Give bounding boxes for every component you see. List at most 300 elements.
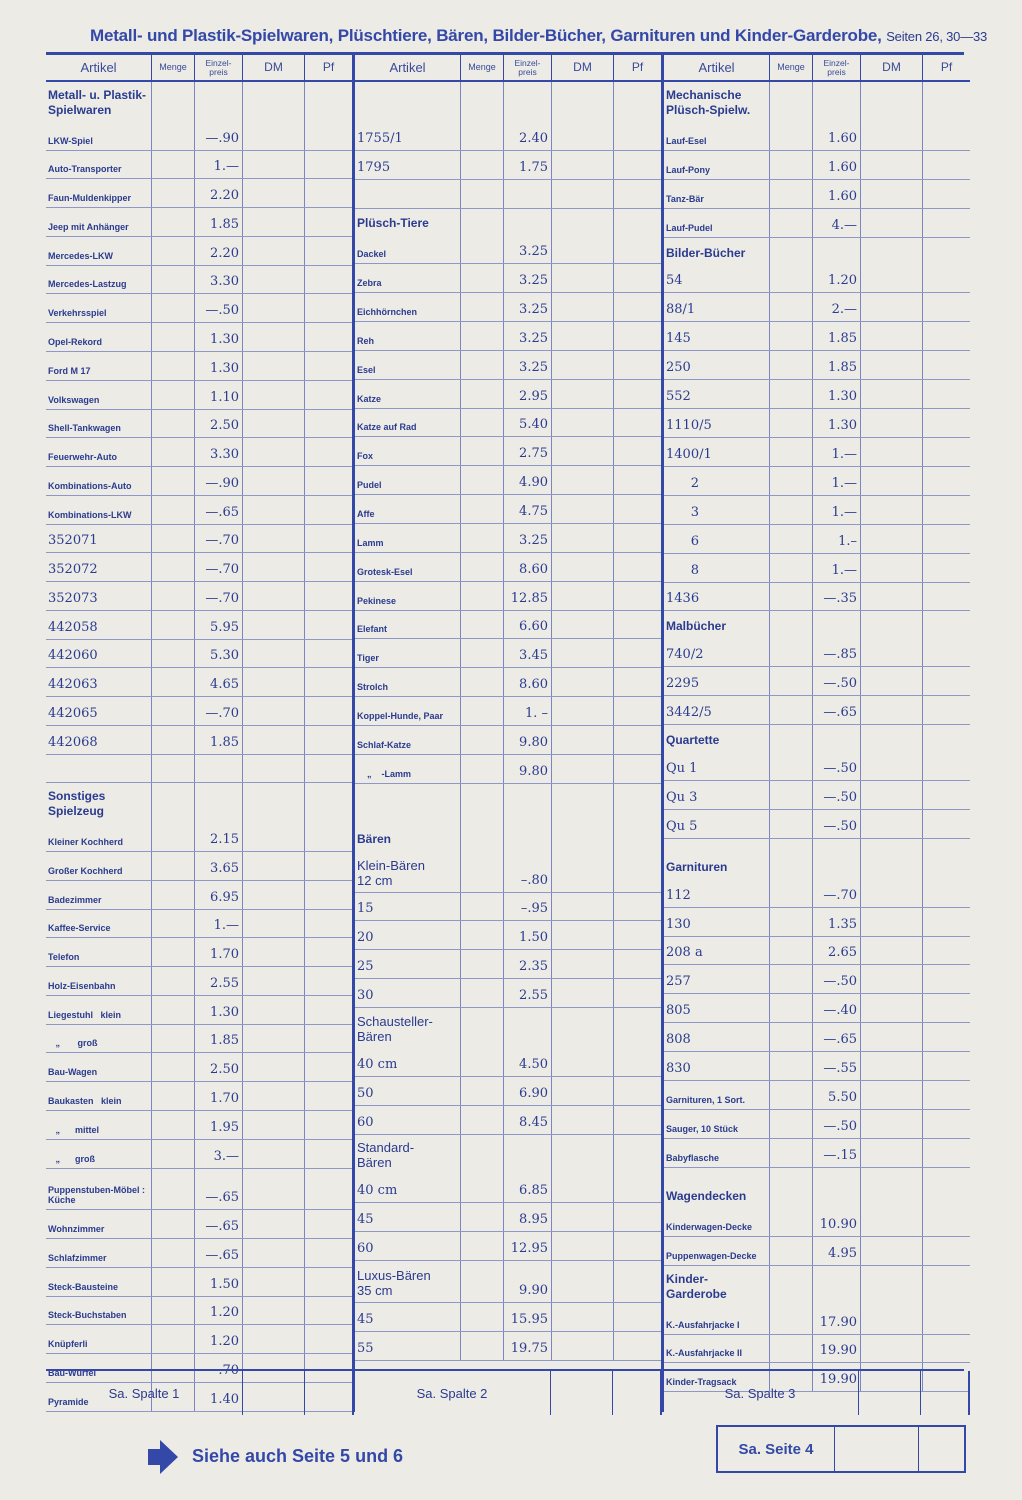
pf-field[interactable] (613, 466, 661, 494)
pf-field[interactable] (304, 237, 352, 265)
quantity-field[interactable] (151, 1053, 194, 1081)
dm-field[interactable] (551, 293, 613, 321)
pf-field[interactable] (304, 1111, 352, 1139)
dm-field[interactable] (551, 1135, 613, 1175)
quantity-field[interactable] (460, 524, 503, 552)
dm-field[interactable] (551, 1261, 613, 1302)
quantity-field[interactable] (460, 495, 503, 523)
dm-field[interactable] (860, 725, 922, 752)
pf-field[interactable] (304, 783, 352, 823)
pf-field[interactable] (304, 938, 352, 966)
quantity-field[interactable] (460, 235, 503, 263)
dm-field[interactable] (242, 881, 304, 909)
dm-field[interactable] (242, 726, 304, 754)
dm-field[interactable] (242, 1025, 304, 1053)
pf-field[interactable] (613, 409, 661, 437)
dm-field[interactable] (242, 668, 304, 696)
pf-field[interactable] (304, 496, 352, 524)
quantity-field[interactable] (151, 151, 194, 179)
pf-field[interactable] (304, 122, 352, 150)
quantity-field[interactable] (769, 879, 812, 907)
quantity-field[interactable] (460, 921, 503, 949)
pf-field[interactable] (922, 496, 970, 524)
pf-field[interactable] (922, 1237, 970, 1265)
dm-field[interactable] (551, 437, 613, 465)
pf-field[interactable] (922, 583, 970, 611)
dm-field[interactable] (551, 611, 613, 639)
pf-field[interactable] (613, 1174, 661, 1202)
dm-field[interactable] (242, 1111, 304, 1139)
quantity-field[interactable] (460, 697, 503, 725)
quantity-field[interactable] (151, 467, 194, 495)
dm-field[interactable] (551, 582, 613, 610)
dm-field[interactable] (860, 293, 922, 321)
pf-field[interactable] (304, 467, 352, 495)
pf-field[interactable] (613, 495, 661, 523)
pf-field[interactable] (304, 1140, 352, 1168)
pf-field[interactable] (922, 293, 970, 321)
sum-dm-field[interactable] (858, 1371, 920, 1415)
dm-field[interactable] (860, 638, 922, 666)
dm-field[interactable] (242, 640, 304, 668)
pf-field[interactable] (922, 82, 970, 122)
page-total-dm-field[interactable] (834, 1427, 918, 1471)
dm-field[interactable] (551, 851, 613, 892)
pf-field[interactable] (922, 752, 970, 780)
quantity-field[interactable] (460, 264, 503, 292)
pf-field[interactable] (922, 265, 970, 293)
sum-pf-field[interactable] (612, 1371, 660, 1415)
dm-field[interactable] (551, 553, 613, 581)
dm-field[interactable] (551, 322, 613, 350)
pf-field[interactable] (922, 937, 970, 965)
pf-field[interactable] (304, 852, 352, 880)
pf-field[interactable] (304, 410, 352, 438)
quantity-field[interactable] (769, 554, 812, 582)
pf-field[interactable] (304, 1053, 352, 1081)
quantity-field[interactable] (769, 1023, 812, 1051)
pf-field[interactable] (613, 1332, 661, 1360)
pf-field[interactable] (922, 238, 970, 265)
pf-field[interactable] (922, 1168, 970, 1208)
dm-field[interactable] (242, 438, 304, 466)
quantity-field[interactable] (460, 409, 503, 437)
dm-field[interactable] (860, 781, 922, 809)
pf-field[interactable] (304, 668, 352, 696)
dm-field[interactable] (860, 965, 922, 993)
quantity-field[interactable] (151, 1325, 194, 1353)
quantity-field[interactable] (769, 696, 812, 724)
dm-field[interactable] (242, 323, 304, 351)
quantity-field[interactable] (460, 824, 503, 851)
dm-field[interactable] (860, 1139, 922, 1167)
pf-field[interactable] (922, 696, 970, 724)
quantity-field[interactable] (151, 1169, 194, 1210)
dm-field[interactable] (860, 1266, 922, 1306)
pf-field[interactable] (922, 638, 970, 666)
pf-field[interactable] (304, 967, 352, 995)
dm-field[interactable] (551, 264, 613, 292)
quantity-field[interactable] (460, 151, 503, 179)
dm-field[interactable] (242, 381, 304, 409)
dm-field[interactable] (860, 994, 922, 1022)
quantity-field[interactable] (460, 784, 503, 824)
pf-field[interactable] (304, 553, 352, 581)
pf-field[interactable] (613, 351, 661, 379)
dm-field[interactable] (860, 554, 922, 582)
dm-field[interactable] (860, 82, 922, 122)
quantity-field[interactable] (151, 82, 194, 122)
pf-field[interactable] (304, 823, 352, 851)
quantity-field[interactable] (769, 82, 812, 122)
quantity-field[interactable] (769, 1266, 812, 1306)
pf-field[interactable] (922, 438, 970, 466)
quantity-field[interactable] (151, 996, 194, 1024)
pf-field[interactable] (922, 879, 970, 907)
pf-field[interactable] (304, 996, 352, 1024)
pf-field[interactable] (613, 1077, 661, 1105)
pf-field[interactable] (304, 881, 352, 909)
pf-field[interactable] (613, 784, 661, 824)
dm-field[interactable] (860, 937, 922, 965)
pf-field[interactable] (922, 209, 970, 237)
quantity-field[interactable] (151, 1297, 194, 1325)
quantity-field[interactable] (460, 639, 503, 667)
pf-field[interactable] (922, 151, 970, 179)
dm-field[interactable] (860, 1023, 922, 1051)
dm-field[interactable] (242, 266, 304, 294)
pf-field[interactable] (304, 1082, 352, 1110)
dm-field[interactable] (860, 1052, 922, 1080)
dm-field[interactable] (242, 823, 304, 851)
pf-field[interactable] (613, 726, 661, 754)
dm-field[interactable] (860, 810, 922, 838)
quantity-field[interactable] (460, 1261, 503, 1302)
dm-field[interactable] (242, 467, 304, 495)
dm-field[interactable] (242, 1053, 304, 1081)
pf-field[interactable] (304, 1239, 352, 1267)
quantity-field[interactable] (151, 294, 194, 322)
dm-field[interactable] (242, 755, 304, 783)
quantity-field[interactable] (769, 937, 812, 965)
pf-field[interactable] (304, 1297, 352, 1325)
quantity-field[interactable] (460, 582, 503, 610)
quantity-field[interactable] (769, 467, 812, 495)
dm-field[interactable] (551, 235, 613, 263)
pf-field[interactable] (613, 293, 661, 321)
quantity-field[interactable] (769, 1139, 812, 1167)
pf-field[interactable] (922, 965, 970, 993)
quantity-field[interactable] (151, 755, 194, 783)
quantity-field[interactable] (769, 839, 812, 879)
dm-field[interactable] (860, 908, 922, 936)
dm-field[interactable] (242, 294, 304, 322)
dm-field[interactable] (551, 726, 613, 754)
quantity-field[interactable] (460, 351, 503, 379)
quantity-field[interactable] (151, 438, 194, 466)
dm-field[interactable] (860, 583, 922, 611)
dm-field[interactable] (242, 1297, 304, 1325)
dm-field[interactable] (551, 151, 613, 179)
dm-field[interactable] (551, 1048, 613, 1076)
quantity-field[interactable] (769, 209, 812, 237)
quantity-field[interactable] (151, 266, 194, 294)
pf-field[interactable] (613, 755, 661, 783)
quantity-field[interactable] (769, 496, 812, 524)
quantity-field[interactable] (769, 725, 812, 752)
pf-field[interactable] (922, 611, 970, 638)
pf-field[interactable] (613, 668, 661, 696)
dm-field[interactable] (242, 582, 304, 610)
pf-field[interactable] (613, 893, 661, 921)
quantity-field[interactable] (769, 965, 812, 993)
pf-field[interactable] (613, 1261, 661, 1302)
dm-field[interactable] (242, 1239, 304, 1267)
pf-field[interactable] (613, 582, 661, 610)
pf-field[interactable] (613, 1106, 661, 1134)
quantity-field[interactable] (460, 1106, 503, 1134)
quantity-field[interactable] (151, 1025, 194, 1053)
dm-field[interactable] (242, 553, 304, 581)
quantity-field[interactable] (460, 553, 503, 581)
pf-field[interactable] (613, 553, 661, 581)
quantity-field[interactable] (460, 950, 503, 978)
dm-field[interactable] (860, 265, 922, 293)
pf-field[interactable] (304, 208, 352, 236)
pf-field[interactable] (613, 950, 661, 978)
dm-field[interactable] (860, 151, 922, 179)
quantity-field[interactable] (151, 1082, 194, 1110)
quantity-field[interactable] (151, 910, 194, 938)
pf-field[interactable] (304, 1325, 352, 1353)
quantity-field[interactable] (460, 668, 503, 696)
dm-field[interactable] (551, 351, 613, 379)
dm-field[interactable] (860, 752, 922, 780)
pf-field[interactable] (613, 921, 661, 949)
dm-field[interactable] (551, 466, 613, 494)
dm-field[interactable] (551, 755, 613, 783)
pf-field[interactable] (304, 755, 352, 783)
dm-field[interactable] (860, 322, 922, 350)
quantity-field[interactable] (151, 553, 194, 581)
dm-field[interactable] (551, 1303, 613, 1331)
pf-field[interactable] (922, 322, 970, 350)
pf-field[interactable] (613, 82, 661, 122)
pf-field[interactable] (613, 639, 661, 667)
dm-field[interactable] (242, 783, 304, 823)
quantity-field[interactable] (769, 238, 812, 265)
quantity-field[interactable] (769, 810, 812, 838)
dm-field[interactable] (551, 82, 613, 122)
dm-field[interactable] (242, 910, 304, 938)
dm-field[interactable] (242, 852, 304, 880)
quantity-field[interactable] (460, 726, 503, 754)
quantity-field[interactable] (460, 466, 503, 494)
dm-field[interactable] (242, 1325, 304, 1353)
dm-field[interactable] (551, 1174, 613, 1202)
quantity-field[interactable] (769, 611, 812, 638)
sum-pf-field[interactable] (304, 1371, 352, 1415)
pf-field[interactable] (613, 151, 661, 179)
quantity-field[interactable] (460, 755, 503, 783)
pf-field[interactable] (304, 151, 352, 179)
dm-field[interactable] (860, 351, 922, 379)
quantity-field[interactable] (460, 1135, 503, 1175)
pf-field[interactable] (613, 851, 661, 892)
dm-field[interactable] (242, 410, 304, 438)
dm-field[interactable] (860, 1306, 922, 1334)
pf-field[interactable] (922, 380, 970, 408)
quantity-field[interactable] (460, 180, 503, 208)
dm-field[interactable] (551, 380, 613, 408)
dm-field[interactable] (242, 151, 304, 179)
quantity-field[interactable] (151, 381, 194, 409)
pf-field[interactable] (922, 409, 970, 437)
quantity-field[interactable] (769, 1208, 812, 1236)
quantity-field[interactable] (151, 122, 194, 150)
quantity-field[interactable] (151, 668, 194, 696)
pf-field[interactable] (304, 1169, 352, 1210)
pf-field[interactable] (304, 82, 352, 122)
dm-field[interactable] (242, 122, 304, 150)
quantity-field[interactable] (151, 496, 194, 524)
quantity-field[interactable] (460, 437, 503, 465)
dm-field[interactable] (551, 180, 613, 208)
pf-field[interactable] (922, 554, 970, 582)
quantity-field[interactable] (460, 82, 503, 122)
dm-field[interactable] (860, 409, 922, 437)
pf-field[interactable] (613, 1135, 661, 1175)
dm-field[interactable] (551, 1332, 613, 1360)
quantity-field[interactable] (769, 1306, 812, 1334)
pf-field[interactable] (613, 979, 661, 1007)
quantity-field[interactable] (151, 1210, 194, 1238)
dm-field[interactable] (242, 938, 304, 966)
dm-field[interactable] (242, 1140, 304, 1168)
pf-field[interactable] (922, 467, 970, 495)
quantity-field[interactable] (460, 893, 503, 921)
quantity-field[interactable] (769, 781, 812, 809)
pf-field[interactable] (304, 352, 352, 380)
quantity-field[interactable] (769, 752, 812, 780)
quantity-field[interactable] (151, 1140, 194, 1168)
pf-field[interactable] (304, 294, 352, 322)
quantity-field[interactable] (460, 1303, 503, 1331)
pf-field[interactable] (613, 437, 661, 465)
pf-field[interactable] (922, 525, 970, 553)
quantity-field[interactable] (151, 237, 194, 265)
pf-field[interactable] (922, 667, 970, 695)
quantity-field[interactable] (151, 179, 194, 207)
dm-field[interactable] (551, 697, 613, 725)
dm-field[interactable] (551, 524, 613, 552)
dm-field[interactable] (551, 824, 613, 851)
dm-field[interactable] (242, 1169, 304, 1210)
dm-field[interactable] (860, 238, 922, 265)
dm-field[interactable] (242, 496, 304, 524)
pf-field[interactable] (304, 726, 352, 754)
quantity-field[interactable] (151, 1111, 194, 1139)
pf-field[interactable] (922, 1081, 970, 1109)
pf-field[interactable] (922, 1266, 970, 1306)
quantity-field[interactable] (460, 122, 503, 150)
pf-field[interactable] (304, 1268, 352, 1296)
sum-dm-field[interactable] (550, 1371, 612, 1415)
pf-field[interactable] (922, 1208, 970, 1236)
dm-field[interactable] (860, 611, 922, 638)
pf-field[interactable] (613, 824, 661, 851)
pf-field[interactable] (613, 524, 661, 552)
dm-field[interactable] (242, 1210, 304, 1238)
dm-field[interactable] (551, 1106, 613, 1134)
pf-field[interactable] (922, 994, 970, 1022)
pf-field[interactable] (922, 1306, 970, 1334)
quantity-field[interactable] (151, 640, 194, 668)
quantity-field[interactable] (769, 1237, 812, 1265)
pf-field[interactable] (922, 908, 970, 936)
quantity-field[interactable] (769, 438, 812, 466)
quantity-field[interactable] (769, 380, 812, 408)
pf-field[interactable] (304, 611, 352, 639)
page-total-pf-field[interactable] (918, 1427, 964, 1471)
quantity-field[interactable] (769, 265, 812, 293)
dm-field[interactable] (860, 122, 922, 150)
pf-field[interactable] (922, 1023, 970, 1051)
dm-field[interactable] (860, 467, 922, 495)
dm-field[interactable] (242, 525, 304, 553)
pf-field[interactable] (613, 235, 661, 263)
pf-field[interactable] (922, 725, 970, 752)
pf-field[interactable] (304, 438, 352, 466)
dm-field[interactable] (551, 1077, 613, 1105)
quantity-field[interactable] (151, 352, 194, 380)
quantity-field[interactable] (769, 151, 812, 179)
quantity-field[interactable] (460, 611, 503, 639)
dm-field[interactable] (860, 1110, 922, 1138)
quantity-field[interactable] (151, 208, 194, 236)
quantity-field[interactable] (769, 638, 812, 666)
pf-field[interactable] (613, 1303, 661, 1331)
dm-field[interactable] (860, 1208, 922, 1236)
quantity-field[interactable] (151, 938, 194, 966)
quantity-field[interactable] (460, 1077, 503, 1105)
quantity-field[interactable] (769, 122, 812, 150)
pf-field[interactable] (922, 1139, 970, 1167)
pf-field[interactable] (922, 1110, 970, 1138)
quantity-field[interactable] (769, 908, 812, 936)
pf-field[interactable] (613, 1203, 661, 1231)
dm-field[interactable] (551, 668, 613, 696)
quantity-field[interactable] (769, 351, 812, 379)
quantity-field[interactable] (460, 1203, 503, 1231)
quantity-field[interactable] (460, 322, 503, 350)
pf-field[interactable] (304, 1210, 352, 1238)
dm-field[interactable] (551, 122, 613, 150)
dm-field[interactable] (551, 495, 613, 523)
quantity-field[interactable] (769, 1168, 812, 1208)
quantity-field[interactable] (151, 881, 194, 909)
quantity-field[interactable] (769, 293, 812, 321)
quantity-field[interactable] (769, 409, 812, 437)
quantity-field[interactable] (769, 583, 812, 611)
dm-field[interactable] (551, 1203, 613, 1231)
dm-field[interactable] (551, 893, 613, 921)
quantity-field[interactable] (460, 979, 503, 1007)
pf-field[interactable] (613, 322, 661, 350)
quantity-field[interactable] (460, 1048, 503, 1076)
quantity-field[interactable] (151, 823, 194, 851)
dm-field[interactable] (242, 179, 304, 207)
